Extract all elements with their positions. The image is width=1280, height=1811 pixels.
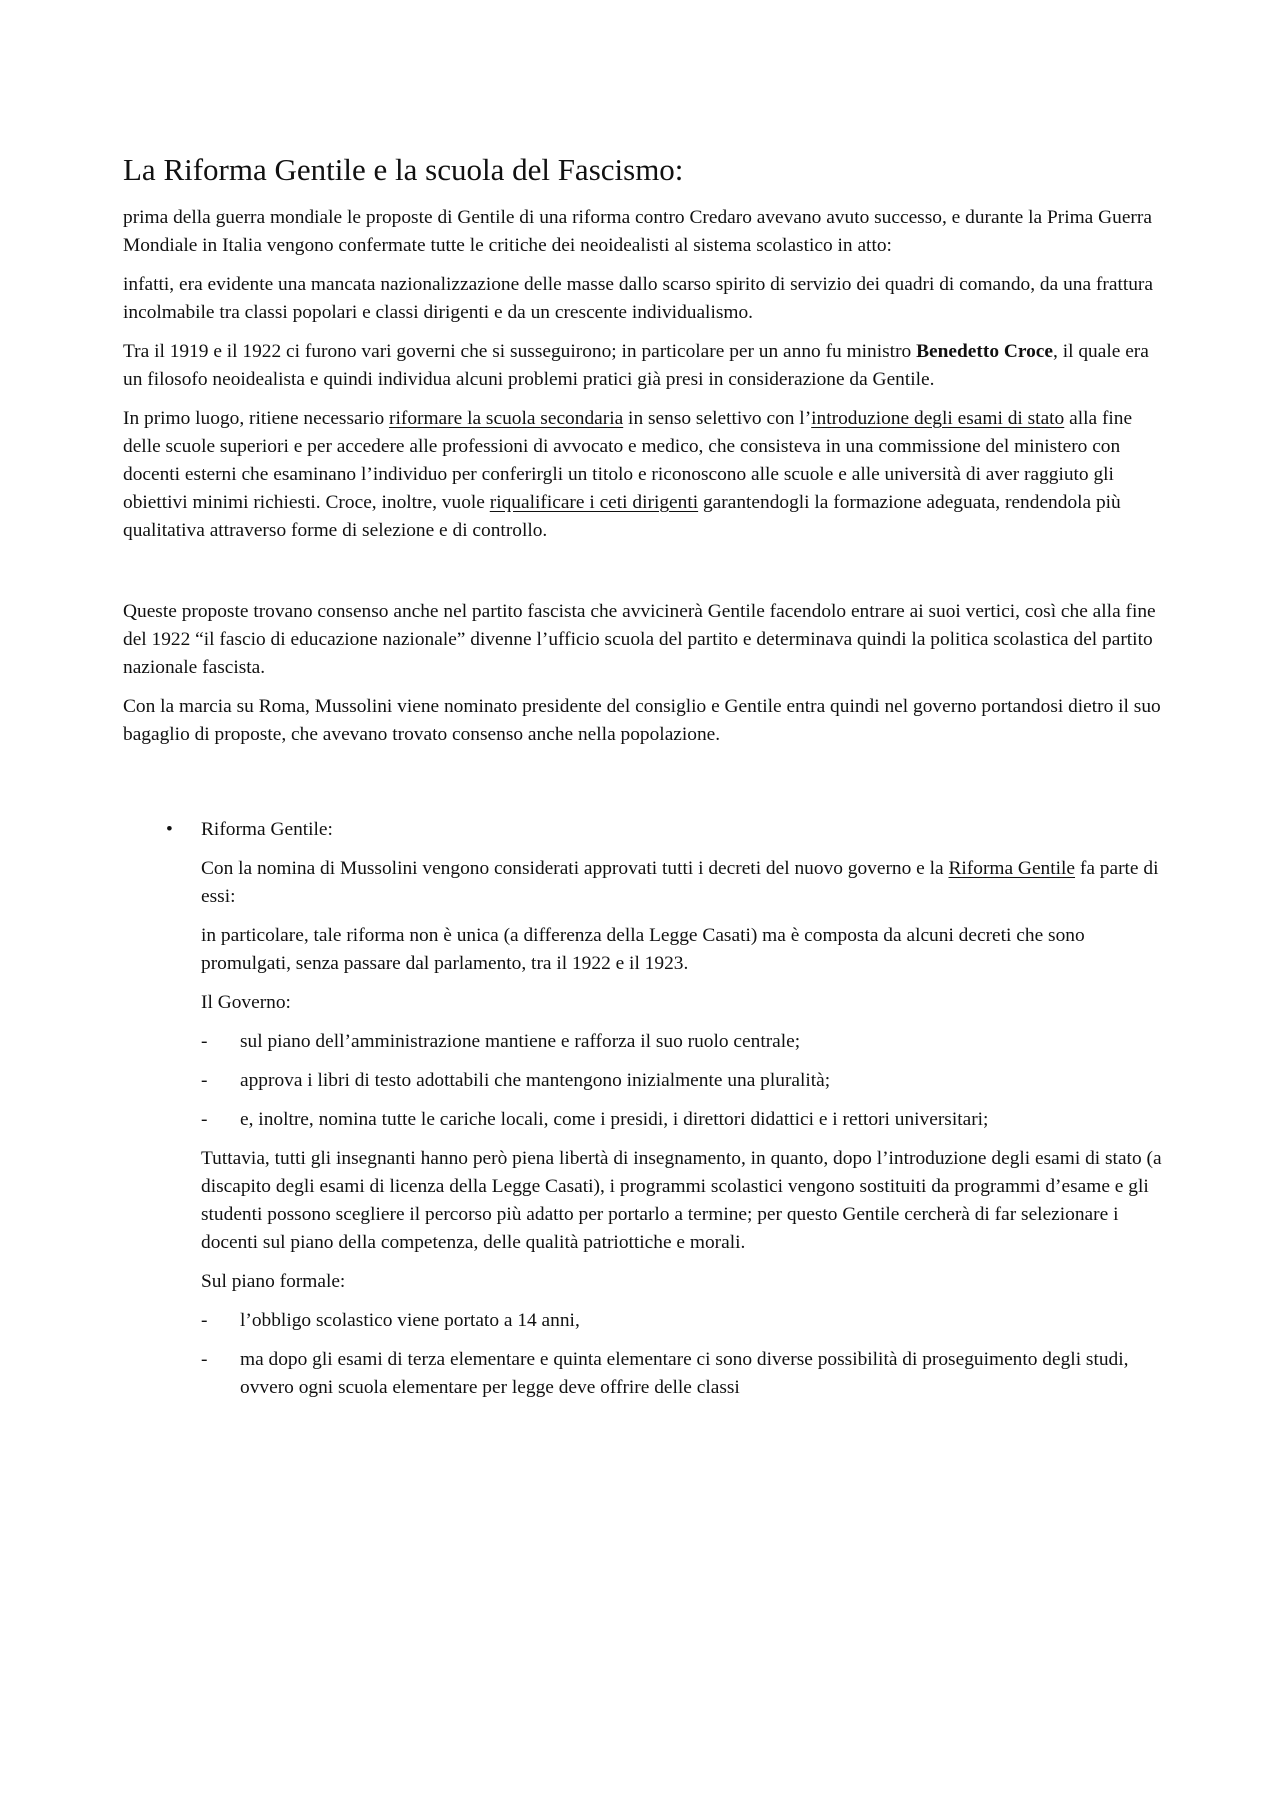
- paragraph-tuttavia: Tuttavia, tutti gli insegnanti hanno però piena libertà di insegnamento, in quanto, dopo l’introduzione degli esami di stato (a discapito degli esami di licenza della Legge Casati), i programmi scolastici vengono sostituiti da programmi d’esame e gli studenti possono scegliere il percorso più adatto per portarlo a termine; per questo Gentile cercherà di far selezionare i docenti sul piano della competenza, delle qualità patriottiche e morali.: [201, 1148, 1162, 1253]
- bullet-label: Riforma Gentile:: [201, 819, 333, 840]
- text-segment: Con la nomina di Mussolini vengono considerati approvati tutti i decreti del nuovo governo e la: [201, 858, 949, 879]
- bullet-item: [123, 816, 1163, 844]
- underline-riformare: riformare la scuola secondaria: [389, 408, 624, 429]
- dash-icon: -: [201, 1031, 208, 1052]
- text-segment: garantendogli la formazione adeguata, rendendola più qualitativa attraverso forme di selezione e di controllo.: [123, 492, 1121, 541]
- label-formale: Sul piano formale:: [201, 1271, 346, 1292]
- spacer: [123, 556, 1163, 598]
- label-governo: Il Governo:: [201, 992, 291, 1013]
- paragraph-consenso: Queste proposte trovano consenso anche nel partito fascista che avvicinerà Gentile facendolo entrare ai suoi vertici, così che alla fine del 1922 “il fascio di educazione nazionale” divenne l’ufficio scuola del partito e determinava quindi la politica scolastica del partito nazionale fascista.: [123, 601, 1156, 678]
- text-segment: In primo luogo, ritiene necessario: [123, 408, 390, 429]
- underline-riforma-gentile: Riforma Gentile: [948, 858, 1076, 879]
- dash-text: e, inoltre, nomina tutte le cariche locali, come i presidi, i direttori didattici e i rettori universitari;: [240, 1109, 989, 1130]
- text-segment: alla fine delle scuole superiori e per accedere alle professioni di avvocato e medico, che consisteva in una commissione del ministero con docenti esterni che esaminano l’individuo per conferirgli un titolo e riconoscono alle scuole e alle università di aver raggiuto gli obiettivi minimi richiesti. Croce, inoltre, vuole: [123, 408, 1133, 513]
- paragraph-infatti: infatti, era evidente una mancata nazionalizzazione delle masse dallo scarso spirito di servizio dei quadri di comando, da una frattura incolmabile tra classi popolari e classi dirigenti e da un crescente individualismo.: [123, 274, 1153, 323]
- bullet-icon: •: [166, 819, 173, 840]
- document-page: [123, 150, 1163, 1413]
- dash-text: ma dopo gli esami di terza elementare e quinta elementare ci sono diverse possibilità di proseguimento degli studi, ovvero ogni scuola elementare per legge deve offrire delle classi: [240, 1349, 1129, 1398]
- paragraph-intro: prima della guerra mondiale le proposte di Gentile di una riforma contro Credaro avevano avuto successo, e durante la Prima Guerra Mondiale in Italia vengono confermate tutte le critiche dei neoidealisti al sistema scolastico in atto:: [123, 207, 1152, 256]
- dash-icon: -: [201, 1349, 208, 1370]
- dash-item: [123, 1346, 1163, 1402]
- dash-item: [123, 1307, 1163, 1335]
- paragraph-croce: [123, 338, 1163, 394]
- dash-item: [123, 1106, 1163, 1134]
- underline-esami: introduzione degli esami di stato: [811, 408, 1065, 429]
- underline-riqualificare: riqualificare i ceti dirigenti: [489, 492, 699, 513]
- text-segment: fa parte di essi:: [201, 858, 1159, 907]
- paragraph-nomina: [123, 855, 1163, 911]
- dash-icon: -: [201, 1070, 208, 1091]
- spacer: [123, 760, 1163, 816]
- dash-item: [123, 1067, 1163, 1095]
- text-segment: , il quale era un filosofo neoidealista e quindi individua alcuni problemi pratici già presi in considerazione da Gentile.: [123, 341, 1149, 390]
- text-segment: Tra il 1919 e il 1922 ci furono vari governi che si susseguirono; in particolare per un anno fu ministro: [123, 341, 917, 362]
- dash-icon: -: [201, 1310, 208, 1331]
- dash-text: approva i libri di testo adottabili che mantengono inizialmente una pluralità;: [240, 1070, 831, 1091]
- dash-text: l’obbligo scolastico viene portato a 14 anni,: [240, 1310, 580, 1331]
- paragraph-marcia: Con la marcia su Roma, Mussolini viene nominato presidente del consiglio e Gentile entra quindi nel governo portandosi dietro il suo bagaglio di proposte, che avevano trovato consenso anche nella popolazione.: [123, 696, 1161, 745]
- text-segment: in senso selettivo con l’: [623, 408, 812, 429]
- dash-text: sul piano dell’amministrazione mantiene e rafforza il suo ruolo centrale;: [240, 1031, 801, 1052]
- dash-icon: -: [201, 1109, 208, 1130]
- page-title: La Riforma Gentile e la scuola del Fascismo:: [123, 152, 684, 187]
- bold-croce: Benedetto Croce: [916, 341, 1054, 362]
- paragraph-riforme: [123, 405, 1163, 545]
- dash-item: [123, 1028, 1163, 1056]
- paragraph-particolare: in particolare, tale riforma non è unica (a differenza della Legge Casati) ma è composta da alcuni decreti che sono promulgati, senza passare dal parlamento, tra il 1922 e il 1923.: [201, 925, 1085, 974]
